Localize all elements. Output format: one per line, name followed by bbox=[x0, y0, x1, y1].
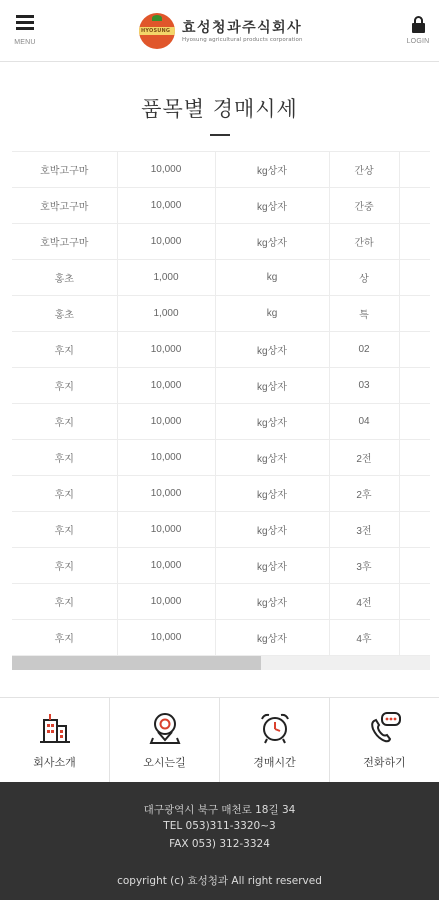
table-cell: 4후 bbox=[329, 620, 399, 656]
table-cell: 간중 bbox=[329, 188, 399, 224]
quick-menu-label: 경매시간 bbox=[253, 756, 296, 769]
table-cell: 3전 bbox=[329, 512, 399, 548]
quick-menu-label: 오시는길 bbox=[143, 756, 186, 769]
table-cell: 1,000 bbox=[117, 260, 215, 296]
table-cell: kg상자 bbox=[215, 224, 329, 260]
table-cell: 후지 bbox=[12, 476, 117, 512]
price-table-container[interactable] bbox=[12, 151, 430, 656]
table-cell: 후지 bbox=[12, 440, 117, 476]
table-cell: 10,000 bbox=[117, 332, 215, 368]
table-cell: 상 bbox=[329, 260, 399, 296]
table-row bbox=[12, 260, 430, 296]
table-cell bbox=[399, 224, 430, 260]
alarm-clock-icon bbox=[258, 711, 292, 745]
table-cell: 10,000 bbox=[117, 512, 215, 548]
table-cell: 후지 bbox=[12, 548, 117, 584]
table-row bbox=[12, 332, 430, 368]
table-cell bbox=[399, 512, 430, 548]
table-row bbox=[12, 152, 430, 188]
table-cell: 후지 bbox=[12, 332, 117, 368]
phone-chat-icon bbox=[368, 711, 402, 745]
table-cell bbox=[399, 476, 430, 512]
table-row bbox=[12, 296, 430, 332]
footer-copyright: copyright (c) 효성청과 All right reserved bbox=[117, 875, 322, 887]
table-cell bbox=[399, 548, 430, 584]
table-cell: kg상자 bbox=[215, 620, 329, 656]
quick-menu-company[interactable] bbox=[0, 698, 110, 782]
table-cell: kg상자 bbox=[215, 584, 329, 620]
table-cell: kg상자 bbox=[215, 368, 329, 404]
table-cell: kg상자 bbox=[215, 152, 329, 188]
table-cell: 후지 bbox=[12, 620, 117, 656]
table-cell bbox=[399, 620, 430, 656]
table-cell: 호박고구마 bbox=[12, 188, 117, 224]
table-cell: 2전 bbox=[329, 440, 399, 476]
table-cell: kg bbox=[215, 296, 329, 332]
logo[interactable] bbox=[139, 13, 303, 49]
table-cell: 1,000 bbox=[117, 296, 215, 332]
table-cell: 10,000 bbox=[117, 368, 215, 404]
table-cell: kg상자 bbox=[215, 512, 329, 548]
table-cell: 후지 bbox=[12, 512, 117, 548]
table-row bbox=[12, 404, 430, 440]
table-cell: 10,000 bbox=[117, 440, 215, 476]
table-cell: kg상자 bbox=[215, 332, 329, 368]
lock-icon bbox=[412, 16, 425, 33]
table-cell bbox=[399, 296, 430, 332]
table-cell: 호박고구마 bbox=[12, 152, 117, 188]
page-title: 품목별 경매시세 bbox=[141, 97, 298, 121]
table-row bbox=[12, 512, 430, 548]
table-row bbox=[12, 440, 430, 476]
logo-title: 효성청과주식회사 bbox=[182, 19, 303, 36]
table-cell: kg상자 bbox=[215, 440, 329, 476]
title-underline bbox=[210, 134, 230, 136]
table-cell: 후지 bbox=[12, 368, 117, 404]
table-cell bbox=[399, 584, 430, 620]
logo-subtitle: Hyosung agricultural products corporation bbox=[182, 36, 303, 43]
login-button[interactable] bbox=[404, 16, 432, 45]
table-cell: 10,000 bbox=[117, 404, 215, 440]
menu-label: MENU bbox=[14, 39, 36, 46]
table-row bbox=[12, 548, 430, 584]
table-row bbox=[12, 584, 430, 620]
table-cell: 호박고구마 bbox=[12, 224, 117, 260]
table-cell: kg bbox=[215, 260, 329, 296]
table-cell: 특 bbox=[329, 296, 399, 332]
table-cell: 10,000 bbox=[117, 188, 215, 224]
horizontal-scrollbar[interactable] bbox=[12, 656, 430, 670]
table-cell: 10,000 bbox=[117, 152, 215, 188]
table-cell: 간상 bbox=[329, 152, 399, 188]
table-cell: 4전 bbox=[329, 584, 399, 620]
footer bbox=[0, 782, 439, 900]
table-cell: kg상자 bbox=[215, 476, 329, 512]
footer-address: 대구광역시 북구 매천로 18길 34 bbox=[143, 804, 296, 816]
quick-menu bbox=[0, 697, 439, 782]
table-cell: 후지 bbox=[12, 584, 117, 620]
table-cell: 홍초 bbox=[12, 260, 117, 296]
table-cell: 02 bbox=[329, 332, 399, 368]
quick-menu-auction-time[interactable] bbox=[220, 698, 330, 782]
table-cell: 04 bbox=[329, 404, 399, 440]
table-cell: 간하 bbox=[329, 224, 399, 260]
login-label: LOGIN bbox=[406, 38, 430, 45]
table-cell bbox=[399, 368, 430, 404]
app-header bbox=[0, 0, 439, 62]
table-cell: 10,000 bbox=[117, 548, 215, 584]
quick-menu-label: 회사소개 bbox=[33, 756, 76, 769]
table-cell: 03 bbox=[329, 368, 399, 404]
table-cell: 10,000 bbox=[117, 224, 215, 260]
menu-button[interactable] bbox=[11, 15, 39, 46]
table-cell: kg상자 bbox=[215, 404, 329, 440]
table-cell: kg상자 bbox=[215, 548, 329, 584]
footer-fax: FAX 053) 312-3324 bbox=[169, 838, 270, 850]
logo-emblem: HYOSUNG bbox=[139, 13, 175, 49]
table-row bbox=[12, 620, 430, 656]
price-table bbox=[12, 151, 430, 656]
table-cell bbox=[399, 404, 430, 440]
table-cell bbox=[399, 188, 430, 224]
table-cell: 후지 bbox=[12, 404, 117, 440]
location-pin-icon bbox=[148, 711, 182, 745]
table-cell: 10,000 bbox=[117, 476, 215, 512]
building-icon bbox=[38, 711, 72, 745]
table-cell bbox=[399, 260, 430, 296]
quick-menu-call[interactable] bbox=[330, 698, 439, 782]
table-row bbox=[12, 224, 430, 260]
table-cell: kg상자 bbox=[215, 188, 329, 224]
table-row bbox=[12, 476, 430, 512]
scrollbar-thumb[interactable] bbox=[12, 656, 261, 670]
table-cell: 홍초 bbox=[12, 296, 117, 332]
hamburger-icon bbox=[16, 15, 34, 30]
table-cell: 10,000 bbox=[117, 584, 215, 620]
table-row bbox=[12, 188, 430, 224]
table-cell: 2후 bbox=[329, 476, 399, 512]
table-cell: 3후 bbox=[329, 548, 399, 584]
table-cell bbox=[399, 152, 430, 188]
table-cell: 10,000 bbox=[117, 620, 215, 656]
footer-tel: TEL 053)311-3320~3 bbox=[163, 820, 276, 832]
table-cell bbox=[399, 440, 430, 476]
quick-menu-label: 전화하기 bbox=[363, 756, 406, 769]
table-row bbox=[12, 368, 430, 404]
table-cell bbox=[399, 332, 430, 368]
quick-menu-directions[interactable] bbox=[110, 698, 220, 782]
